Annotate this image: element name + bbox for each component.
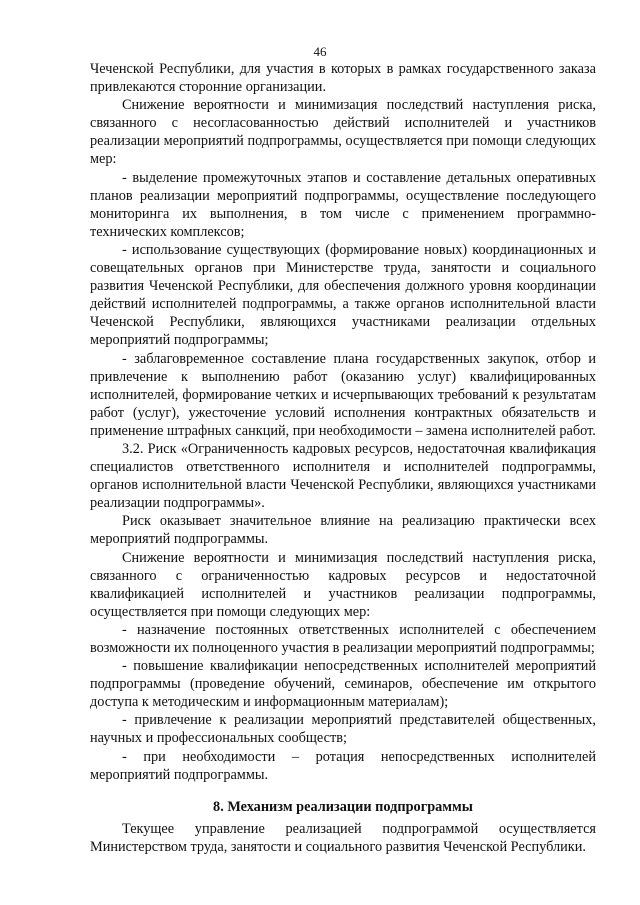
list-item-rotation: - при необходимости – ротация непосредственных исполнителей мероприятий подпрограммы.: [90, 748, 596, 783]
section-heading: 8. Механизм реализации подпрограммы: [213, 798, 473, 815]
list-item-coordination-bodies: - использование существующих (формирование новых) координационных и совещательных органов при Министерстве труда, занятости и социального развития Чеченской Республики, для обеспечения должного уровня координации действий исполнителей подпрограммы, а также органов исполнительной власти Чеченской Республики, являющихся участниками реализации отдельных мероприятий подпрограммы;: [90, 241, 596, 349]
list-item-intermediate-stages: - выделение промежуточных этапов и составление детальных оперативных планов реализации мероприятий подпрограммы, осуществление последующего мониторинга их выполнения, в том числе с применением программно-технических комплексов;: [90, 169, 596, 240]
list-item-community-involvement: - привлечение к реализации мероприятий представителей общественных, научных и профессиональных сообществ;: [90, 712, 596, 747]
document-body: [90, 60, 596, 856]
paragraph-risk-influence: Риск оказывает значительное влияние на реализацию практически всех мероприятий подпрограммы.: [90, 513, 596, 548]
paragraph-continuation: Чеченской Республики, для участия в которых в рамках государственного заказа привлекаются сторонние организации.: [90, 61, 596, 96]
paragraph-risk-mitigation-intro: Снижение вероятности и минимизация последствий наступления риска, связанного с несогласованностью действий исполнителей и участников реализации мероприятий подпрограммы, осуществляется при помощи следующих мер:: [90, 97, 596, 168]
paragraph-staff-risk-mitigation-intro: Снижение вероятности и минимизация последствий наступления риска, связанного с ограниченностью кадровых ресурсов и недостаточной квалификацией исполнителей и участников реализации подпрограммы, осуществляется при помощи следующих мер:: [90, 549, 596, 620]
paragraph-management: Текущее управление реализацией подпрограммой осуществляется Министерством труда, занятости и социального развития Чеченской Республики.: [90, 820, 596, 855]
page-number: 46: [313, 44, 327, 59]
list-item-qualification: - повышение квалификации непосредственных исполнителей мероприятий подпрограммы (проведение обучений, семинаров, обеспечение им открытого доступа к методическим и информационным материалам);: [90, 658, 596, 711]
list-item-procurement-plan: - заблаговременное составление плана государственных закупок, отбор и привлечение к выполнению работ (оказанию услуг) квалифицированных исполнителей, формирование четких и исчерпывающих требований к результатам работ (услуг), ужесточение условий исполнения контрактных обязательств и применение штрафных санкций, при необходимости – замена исполнителей работ.: [90, 350, 596, 439]
list-item-responsible-executors: - назначение постоянных ответственных исполнителей с обеспечением возможности их полноценного участия в реализации мероприятий подпрограммы;: [90, 621, 596, 656]
paragraph-risk-3-2: 3.2. Риск «Ограниченность кадровых ресурсов, недостаточная квалификация специалистов ответственного исполнителя и исполнителей подпрограммы, органов исполнительной власти Чеченской Республики, являющихся участниками реализации подпрограммы».: [90, 440, 596, 512]
